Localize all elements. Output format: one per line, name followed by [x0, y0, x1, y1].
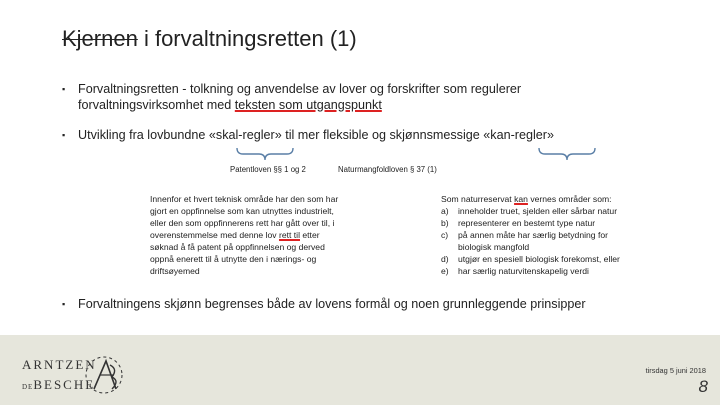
bullet-dot: ▪ — [62, 130, 66, 140]
footer-bar — [0, 335, 720, 405]
logo-emblem-icon — [80, 351, 128, 399]
highlighted-phrase: rett til — [278, 230, 300, 240]
ref-patentloven: Patentloven §§ 1 og 2 — [230, 165, 306, 174]
patent-law-text: Innenfor et hvert teknisk område har den som har gjort en oppfinnelse som kan utnyttes industrielt, eller den som oppfinnerens rett har gått over til, i overenstemmelse med denne lov rett til etter søknad å få patent på oppfinnelsen og derved oppnå enerett til å utnytte den i nærings- og driftsøyemed — [150, 194, 339, 276]
bullet-1-line-2: forvaltningsvirksomhet med teksten som utgangspunkt — [78, 98, 382, 112]
bullet-1-line-1: Forvaltningsretten - tolkning og anvendelse av lover og forskrifter som regulerer — [78, 82, 522, 96]
list-item: a) inneholder truet, sjelden eller sårbar natur — [441, 206, 618, 216]
list-item: e) har særlig naturvitenskapelig verdi — [441, 266, 589, 276]
left-brace — [237, 148, 293, 160]
title-struck-word: Kjernen — [62, 26, 138, 51]
right-brace — [539, 148, 595, 160]
nature-law-text: Som naturreservat kan vernes områder som: a) inneholder truet, sjelden eller sårbar natur b) representerer en bestemt type natur c) på annen måte har særlig betydning for biologisk mangfold d) utgjør en spesiell biologisk forekomst, eller e) har særlig naturvitenskapelig verdi — [441, 193, 711, 277]
highlighted-phrase: teksten som utgangspunkt — [234, 98, 382, 112]
highlighted-word: kan — [514, 194, 528, 204]
title-rest: i forvaltningsretten (1) — [137, 26, 357, 51]
bullet-3 — [62, 296, 702, 314]
list-item: biologisk mangfold — [458, 242, 530, 252]
bullet-dot: ▪ — [62, 299, 66, 309]
ref-naturmangfoldloven: Naturmangfoldloven § 37 (1) — [338, 165, 437, 174]
list-item: d) utgjør en spesiell biologisk forekomst, eller — [441, 254, 620, 264]
logo-line-1: ARNTZEN — [22, 357, 97, 372]
bullet-dot: ▪ — [62, 84, 66, 94]
footer-date: tirsdag 5 juni 2018 — [645, 366, 706, 375]
page-number: 8 — [698, 377, 708, 396]
list-item: b) representerer en bestemt type natur — [441, 218, 596, 228]
bullet-3-text: Forvaltningens skjønn begrenses både av lovens formål og noen grunnleggende prinsipper — [78, 297, 586, 311]
bullet-2-text: Utvikling fra lovbundne «skal-regler» til mer fleksible og skjønnsmessige «kan-regler» — [78, 128, 554, 142]
list-item: c) på annen måte har særlig betydning for — [441, 230, 609, 240]
logo-line-2: DEBESCHE — [22, 377, 96, 392]
